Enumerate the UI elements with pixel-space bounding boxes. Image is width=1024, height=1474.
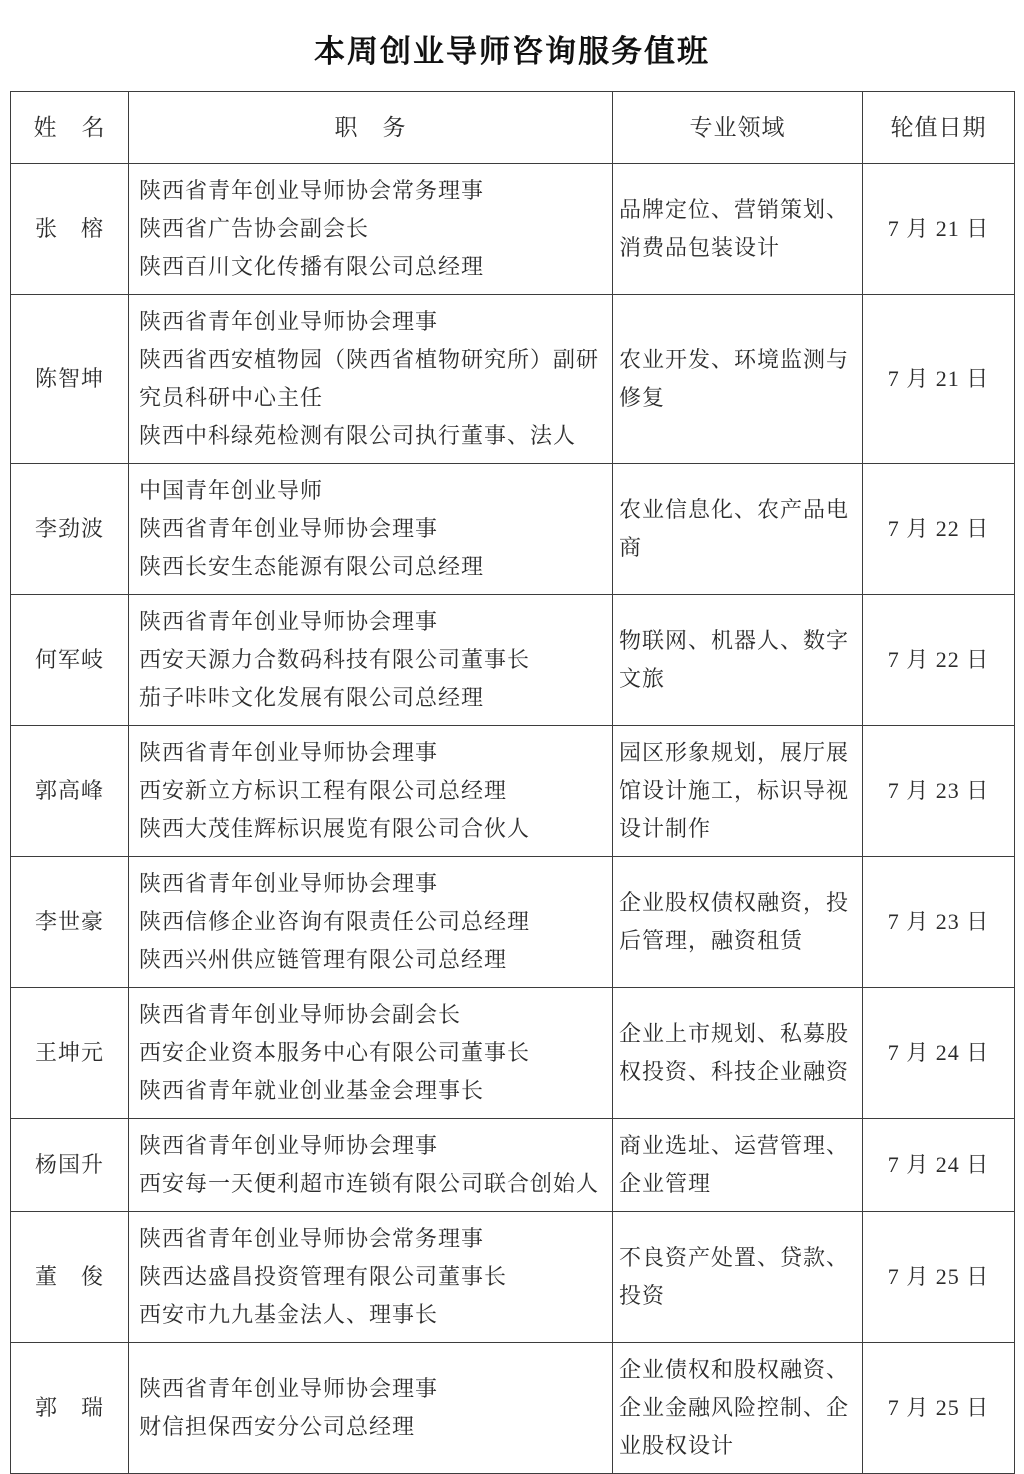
table-row bbox=[11, 726, 1015, 857]
duty-date: 7 月 24 日 bbox=[863, 988, 1015, 1119]
header-name: 姓 名 bbox=[11, 92, 129, 164]
mentor-name: 何军岐 bbox=[11, 595, 129, 726]
duty-date: 7 月 23 日 bbox=[863, 726, 1015, 857]
duty-date: 7 月 22 日 bbox=[863, 595, 1015, 726]
mentor-field: 品牌定位、营销策划、消费品包装设计 bbox=[613, 164, 863, 295]
position-line: 中国青年创业导师 bbox=[139, 478, 324, 503]
position-line: 茄子咔咔文化发展有限公司总经理 bbox=[139, 685, 485, 710]
mentor-positions bbox=[129, 295, 613, 464]
mentor-field: 企业上市规划、私募股权投资、科技企业融资 bbox=[613, 988, 863, 1119]
position-line: 陕西省西安植物园（陕西省植物研究所）副研究员科研中心主任 bbox=[139, 347, 600, 410]
mentor-positions bbox=[129, 1212, 613, 1343]
mentor-positions bbox=[129, 1119, 613, 1212]
table-row bbox=[11, 1119, 1015, 1212]
header-position: 职 务 bbox=[129, 92, 613, 164]
position-line: 陕西省青年就业创业基金会理事长 bbox=[139, 1078, 485, 1103]
position-line: 陕西省青年创业导师协会理事 bbox=[139, 309, 439, 334]
table-row bbox=[11, 164, 1015, 295]
mentor-positions bbox=[129, 595, 613, 726]
position-line: 陕西省青年创业导师协会常务理事 bbox=[139, 178, 485, 203]
table-row bbox=[11, 1343, 1015, 1474]
mentor-name: 李劲波 bbox=[11, 464, 129, 595]
mentor-field: 农业信息化、农产品电商 bbox=[613, 464, 863, 595]
position-line: 陕西省青年创业导师协会理事 bbox=[139, 740, 439, 765]
duty-date: 7 月 22 日 bbox=[863, 464, 1015, 595]
duty-date: 7 月 23 日 bbox=[863, 857, 1015, 988]
position-line: 西安市九九基金法人、理事长 bbox=[139, 1302, 439, 1327]
mentor-name: 郭 瑞 bbox=[11, 1343, 129, 1474]
mentor-name: 陈智坤 bbox=[11, 295, 129, 464]
table-row bbox=[11, 295, 1015, 464]
position-line: 陕西省青年创业导师协会理事 bbox=[139, 609, 439, 634]
mentor-positions bbox=[129, 988, 613, 1119]
mentor-field: 企业债权和股权融资、企业金融风险控制、企业股权设计 bbox=[613, 1343, 863, 1474]
header-date: 轮值日期 bbox=[863, 92, 1015, 164]
duty-table bbox=[10, 91, 1015, 1474]
duty-date: 7 月 25 日 bbox=[863, 1212, 1015, 1343]
mentor-name: 张 榕 bbox=[11, 164, 129, 295]
mentor-field: 商业选址、运营管理、企业管理 bbox=[613, 1119, 863, 1212]
position-line: 西安企业资本服务中心有限公司董事长 bbox=[139, 1040, 531, 1065]
position-line: 陕西大茂佳辉标识展览有限公司合伙人 bbox=[139, 816, 531, 841]
duty-date: 7 月 25 日 bbox=[863, 1343, 1015, 1474]
mentor-field: 企业股权债权融资，投后管理，融资租赁 bbox=[613, 857, 863, 988]
mentor-field: 园区形象规划，展厅展馆设计施工，标识导视设计制作 bbox=[613, 726, 863, 857]
position-line: 西安新立方标识工程有限公司总经理 bbox=[139, 778, 508, 803]
duty-date: 7 月 21 日 bbox=[863, 164, 1015, 295]
header-row bbox=[11, 92, 1015, 164]
duty-table-body bbox=[11, 164, 1015, 1474]
position-line: 陕西省广告协会副会长 bbox=[139, 216, 370, 241]
mentor-positions bbox=[129, 464, 613, 595]
mentor-field: 物联网、机器人、数字文旅 bbox=[613, 595, 863, 726]
mentor-name: 王坤元 bbox=[11, 988, 129, 1119]
mentor-positions bbox=[129, 164, 613, 295]
duty-date: 7 月 21 日 bbox=[863, 295, 1015, 464]
table-row bbox=[11, 857, 1015, 988]
position-line: 陕西省青年创业导师协会理事 bbox=[139, 1133, 439, 1158]
mentor-positions bbox=[129, 857, 613, 988]
position-line: 陕西达盛昌投资管理有限公司董事长 bbox=[139, 1264, 508, 1289]
mentor-name: 郭高峰 bbox=[11, 726, 129, 857]
position-line: 陕西省青年创业导师协会副会长 bbox=[139, 1002, 462, 1027]
table-row bbox=[11, 595, 1015, 726]
position-line: 陕西信修企业咨询有限责任公司总经理 bbox=[139, 909, 531, 934]
mentor-field: 不良资产处置、贷款、投资 bbox=[613, 1212, 863, 1343]
mentor-name: 杨国升 bbox=[11, 1119, 129, 1212]
position-line: 西安天源力合数码科技有限公司董事长 bbox=[139, 647, 531, 672]
position-line: 陕西省青年创业导师协会常务理事 bbox=[139, 1226, 485, 1251]
position-line: 陕西长安生态能源有限公司总经理 bbox=[139, 554, 485, 579]
position-line: 陕西兴州供应链管理有限公司总经理 bbox=[139, 947, 508, 972]
position-line: 陕西省青年创业导师协会理事 bbox=[139, 516, 439, 541]
header-field: 专业领域 bbox=[613, 92, 863, 164]
mentor-positions bbox=[129, 1343, 613, 1474]
position-line: 陕西省青年创业导师协会理事 bbox=[139, 1376, 439, 1401]
position-line: 陕西中科绿苑检测有限公司执行董事、法人 bbox=[139, 423, 577, 448]
position-line: 西安每一天便利超市连锁有限公司联合创始人 bbox=[139, 1171, 600, 1196]
mentor-field: 农业开发、环境监测与修复 bbox=[613, 295, 863, 464]
duty-date: 7 月 24 日 bbox=[863, 1119, 1015, 1212]
page-title: 本周创业导师咨询服务值班 bbox=[314, 34, 710, 69]
table-row bbox=[11, 1212, 1015, 1343]
position-line: 陕西省青年创业导师协会理事 bbox=[139, 871, 439, 896]
table-row bbox=[11, 464, 1015, 595]
table-row bbox=[11, 988, 1015, 1119]
mentor-positions bbox=[129, 726, 613, 857]
position-line: 陕西百川文化传播有限公司总经理 bbox=[139, 254, 485, 279]
mentor-name: 李世豪 bbox=[11, 857, 129, 988]
mentor-name: 董 俊 bbox=[11, 1212, 129, 1343]
position-line: 财信担保西安分公司总经理 bbox=[139, 1414, 416, 1439]
